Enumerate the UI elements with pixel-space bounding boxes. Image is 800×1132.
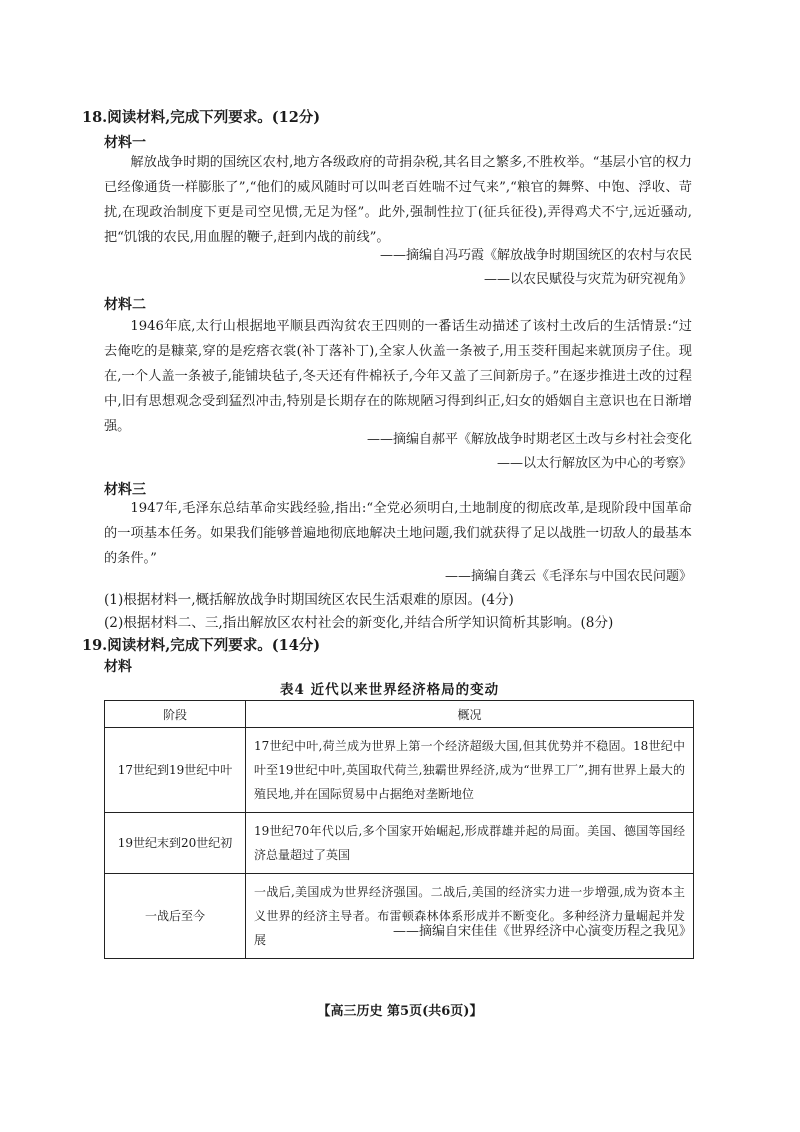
header-stage: 阶段: [105, 701, 246, 728]
row-overview: 一战后,美国成为世界经济强国。二战后,美国的经济实力进一步增强,成为资本主义世界的经济主导者。布雷顿森林体系形成并不断变化。多种经济力量崛起并发展: [246, 874, 694, 959]
row-overview: 19世纪70年代以后,多个国家开始崛起,形成群雄并起的局面。美国、德国等国经济总量超过了英国: [246, 813, 694, 874]
q18-material-1-source-line1: ——摘编自冯巧霞《解放战争时期国统区的农村与农民: [379, 248, 692, 263]
q18-material-2-text: 1946年底,太行山根据地平顺县西沟贫农王四则的一番话生动描述了该村土改后的生活情景:“过去俺吃的是糠菜,穿的是疙瘩衣裳(补丁落补丁),全家人伙盖一条被子,用玉茭秆围起来就顶房子住。现在,一个人盖一条被子,能铺块毡子,冬天还有件棉袄子,今年又盖了三间新房子。”在逐步推进土改的过程中,旧有思想观念受到猛烈冲击,特别是长期存在的陈规陋习得到纠正,妇女的婚姻自主意识也在日渐增强。: [104, 319, 692, 434]
q18-material-3-source: ——摘编自龚云《毛泽东与中国农民问题》: [444, 569, 692, 584]
q18-material-2-source-line1: ——摘编自郝平《解放战争时期老区土改与乡村社会变化: [366, 432, 692, 447]
q18-requirement-1: (1)根据材料一,概括解放战争时期国统区农民生活艰难的原因。(4分): [104, 592, 514, 608]
q18-requirement-2: (2)根据材料二、三,指出解放区农村社会的新变化,并结合所学知识简析其影响。(8分): [104, 615, 614, 631]
q18-material-3-text: 1947年,毛泽东总结革命实践经验,指出:“全党必须明白,土地制度的彻底改革,是现阶段中国革命的一项基本任务。如果我们能够普遍地彻底地解决土地问题,我们就获得了足以战胜一切敌人的最基本的条件。”: [104, 501, 692, 566]
header-overview: 概况: [246, 701, 694, 728]
q18-material-1-source-line2: ——以农民赋役与灾荒为研究视角》: [483, 272, 692, 287]
page-footer: 【高三历史 第5页(共6页)】: [317, 1004, 483, 1019]
table-header-row: [105, 701, 694, 728]
table-row: [105, 813, 694, 874]
table-source: ——摘编自宋佳佳《世界经济中心演变历程之我见》: [392, 924, 692, 939]
q18-material-2-label: 材料二: [104, 297, 146, 313]
row-stage: 一战后至今: [105, 874, 246, 959]
row-stage: 19世纪末到20世纪初: [105, 813, 246, 874]
table-caption: 表4 近代以来世界经济格局的变动: [280, 682, 500, 698]
q18-material-1-label: 材料一: [104, 135, 146, 151]
q18-title: 18.阅读材料,完成下列要求。(12分): [82, 109, 321, 126]
q19-material-label: 材料: [104, 659, 132, 675]
q19-title: 19.阅读材料,完成下列要求。(14分): [82, 637, 321, 654]
table-row: [105, 874, 694, 959]
q18-material-1-text: 解放战争时期的国统区农村,地方各级政府的苛捐杂税,其名目之繁多,不胜枚举。“基层小官的权力已经像通货一样膨胀了”,“他们的威风随时可以叫老百姓喘不过气来”,“粮官的舞弊、中饱、浮收、苛扰,在现政治制度下更是司空见惯,无足为怪”。此外,强制性拉丁(征兵征役),弄得鸡犬不宁,远近骚动,把“饥饿的农民,用血腥的鞭子,赶到内战的前线”。: [104, 155, 692, 245]
row-overview: 17世纪中叶,荷兰成为世界上第一个经济超级大国,但其优势并不稳固。18世纪中叶至19世纪中叶,英国取代荷兰,独霸世界经济,成为“世界工厂”,拥有世界上最大的殖民地,并在国际贸易中占据绝对垄断地位: [246, 728, 694, 813]
q18-material-3-label: 材料三: [104, 482, 146, 498]
table-row: [105, 728, 694, 813]
row-stage: 17世纪到19世纪中叶: [105, 728, 246, 813]
q18-material-2-source-line2: ——以太行解放区为中心的考察》: [496, 456, 692, 471]
